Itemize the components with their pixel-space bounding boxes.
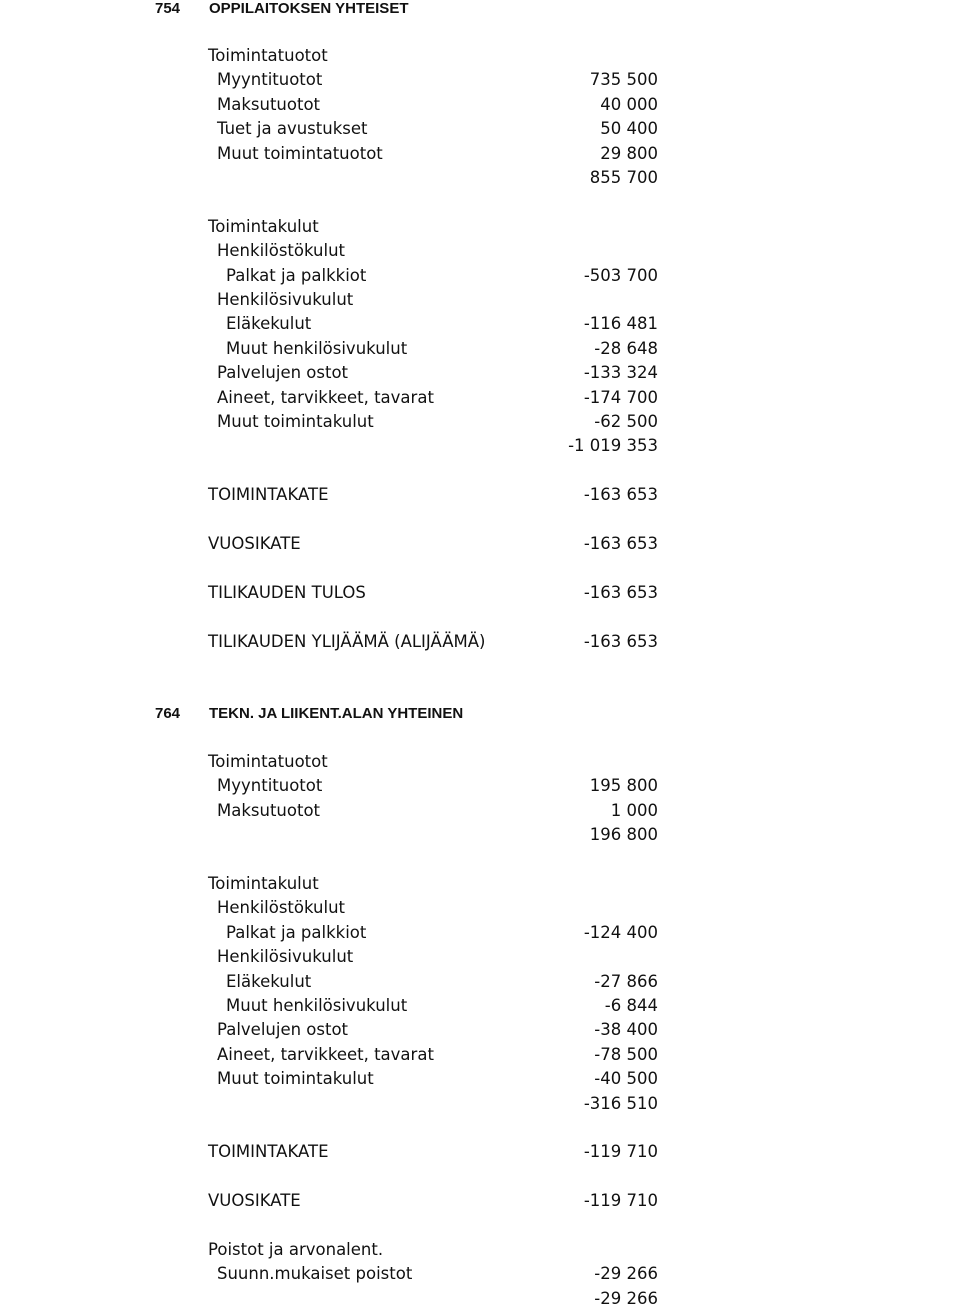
ledger-row <box>0 581 658 605</box>
row-amount: -124 400 <box>583 922 658 942</box>
row-label: Henkilöstökulut <box>217 898 346 918</box>
row-amount: 195 800 <box>589 776 658 796</box>
section-number: 764 <box>155 705 181 722</box>
row-label: VUOSIKATE <box>208 534 301 553</box>
ledger-row <box>0 1189 658 1213</box>
row-label: VUOSIKATE <box>208 1191 301 1211</box>
row-amount: -119 710 <box>583 1142 658 1162</box>
row-label: TOIMINTAKATE <box>208 1142 329 1162</box>
ledger-row <box>0 44 658 68</box>
ledger-row <box>0 117 658 141</box>
row-amount: 855 700 <box>589 168 658 187</box>
row-label: Muut toimintakulut <box>217 1069 374 1089</box>
ledger-row <box>0 799 658 823</box>
row-amount: -119 710 <box>583 1191 658 1211</box>
ledger-row <box>0 239 658 263</box>
row-amount: -6 844 <box>604 996 658 1015</box>
row-amount: -38 400 <box>594 1020 658 1040</box>
row-label: Henkilösivukulut <box>217 947 354 967</box>
ledger-row <box>0 872 658 896</box>
row-label: Henkilöstökulut <box>217 241 346 261</box>
row-label: Toimintatuotot <box>208 752 328 771</box>
row-amount: -29 266 <box>594 1288 658 1308</box>
ledger-row <box>0 386 658 410</box>
row-label: Muut henkilösivukulut <box>226 338 408 358</box>
row-label: Aineet, tarvikkeet, tavarat <box>217 1044 434 1064</box>
row-label: Muut toimintatuotot <box>217 143 383 163</box>
ledger-row <box>0 93 658 117</box>
ledger-row <box>0 264 658 288</box>
ledger-row <box>0 1043 658 1067</box>
ledger-row <box>0 630 658 654</box>
ledger-row <box>0 215 658 239</box>
ledger-row <box>0 68 658 92</box>
row-amount: 1 000 <box>610 800 658 820</box>
ledger-row <box>0 750 658 774</box>
ledger-row <box>0 921 658 945</box>
ledger-row <box>0 532 658 556</box>
row-amount: -503 700 <box>583 265 658 285</box>
row-label: Toimintatuotot <box>208 46 328 65</box>
row-amount: 50 400 <box>600 119 658 139</box>
row-label: Palkat ja palkkiot <box>226 265 367 285</box>
row-label: Myyntituotot <box>217 70 323 90</box>
ledger-row <box>0 337 658 361</box>
ledger-row <box>0 945 658 969</box>
ledger-row <box>0 1018 658 1042</box>
row-amount: -62 500 <box>594 412 658 431</box>
row-label: Palvelujen ostot <box>217 1020 349 1040</box>
row-amount: -78 500 <box>594 1044 658 1064</box>
row-label: Suunn.mukaiset poistot <box>217 1264 413 1284</box>
ledger-row <box>0 410 658 434</box>
row-amount: -1 019 353 <box>568 436 658 456</box>
row-label: Aineet, tarvikkeet, tavarat <box>217 387 434 407</box>
ledger-row <box>0 288 658 312</box>
row-amount: -163 653 <box>583 534 658 553</box>
row-amount: 196 800 <box>589 825 658 845</box>
ledger-row <box>0 1092 658 1116</box>
row-amount: 29 800 <box>600 143 658 163</box>
row-amount: -29 266 <box>594 1264 658 1284</box>
row-label: Henkilösivukulut <box>217 290 354 309</box>
row-amount: -163 653 <box>583 485 658 505</box>
row-label: Poistot ja arvonalent. <box>208 1240 384 1259</box>
row-amount: -28 648 <box>594 338 658 358</box>
row-amount: -116 481 <box>583 314 658 334</box>
row-amount: -163 653 <box>583 582 658 602</box>
row-label: Maksutuotot <box>217 94 321 114</box>
row-label: Maksutuotot <box>217 800 321 820</box>
ledger-row <box>0 774 658 798</box>
row-label: TILIKAUDEN YLIJÄÄMÄ (ALIJÄÄMÄ) <box>208 631 486 651</box>
row-amount: 40 000 <box>600 94 658 114</box>
row-label: Toimintakulut <box>208 216 319 236</box>
row-label: Palvelujen ostot <box>217 363 349 383</box>
row-amount: -133 324 <box>583 363 658 383</box>
row-label: Tuet ja avustukset <box>217 119 368 139</box>
ledger-row <box>0 896 658 920</box>
row-label: TILIKAUDEN TULOS <box>208 582 366 602</box>
row-label: Palkat ja palkkiot <box>226 922 367 942</box>
ledger-row <box>0 1140 658 1164</box>
section-title: OPPILAITOKSEN YHTEISET <box>209 0 409 17</box>
row-amount: -163 653 <box>583 631 658 651</box>
row-label: Eläkekulut <box>226 314 312 334</box>
row-amount: -27 866 <box>594 971 658 991</box>
row-label: TOIMINTAKATE <box>208 485 329 505</box>
ledger-row <box>0 434 658 458</box>
ledger-row <box>0 142 658 166</box>
row-label: Muut henkilösivukulut <box>226 996 408 1015</box>
section-title: TEKN. JA LIIKENT.ALAN YHTEINEN <box>209 705 464 722</box>
ledger-row <box>0 1238 658 1262</box>
section-number: 754 <box>155 0 181 17</box>
row-amount: -316 510 <box>583 1093 658 1113</box>
ledger-row <box>0 994 658 1018</box>
ledger-row <box>0 312 658 336</box>
ledger-row <box>0 1262 658 1286</box>
ledger-row <box>0 166 658 190</box>
ledger-row <box>0 361 658 385</box>
ledger-row <box>0 1067 658 1091</box>
ledger-row <box>0 823 658 847</box>
row-label: Myyntituotot <box>217 776 323 796</box>
row-amount: 735 500 <box>589 70 658 90</box>
row-amount: -174 700 <box>583 387 658 407</box>
ledger-row <box>0 483 658 507</box>
ledger-row <box>0 970 658 994</box>
ledger-row <box>0 1287 658 1311</box>
row-label: Toimintakulut <box>208 874 319 893</box>
row-amount: -40 500 <box>594 1069 658 1089</box>
row-label: Muut toimintakulut <box>217 412 374 431</box>
row-label: Eläkekulut <box>226 971 312 991</box>
